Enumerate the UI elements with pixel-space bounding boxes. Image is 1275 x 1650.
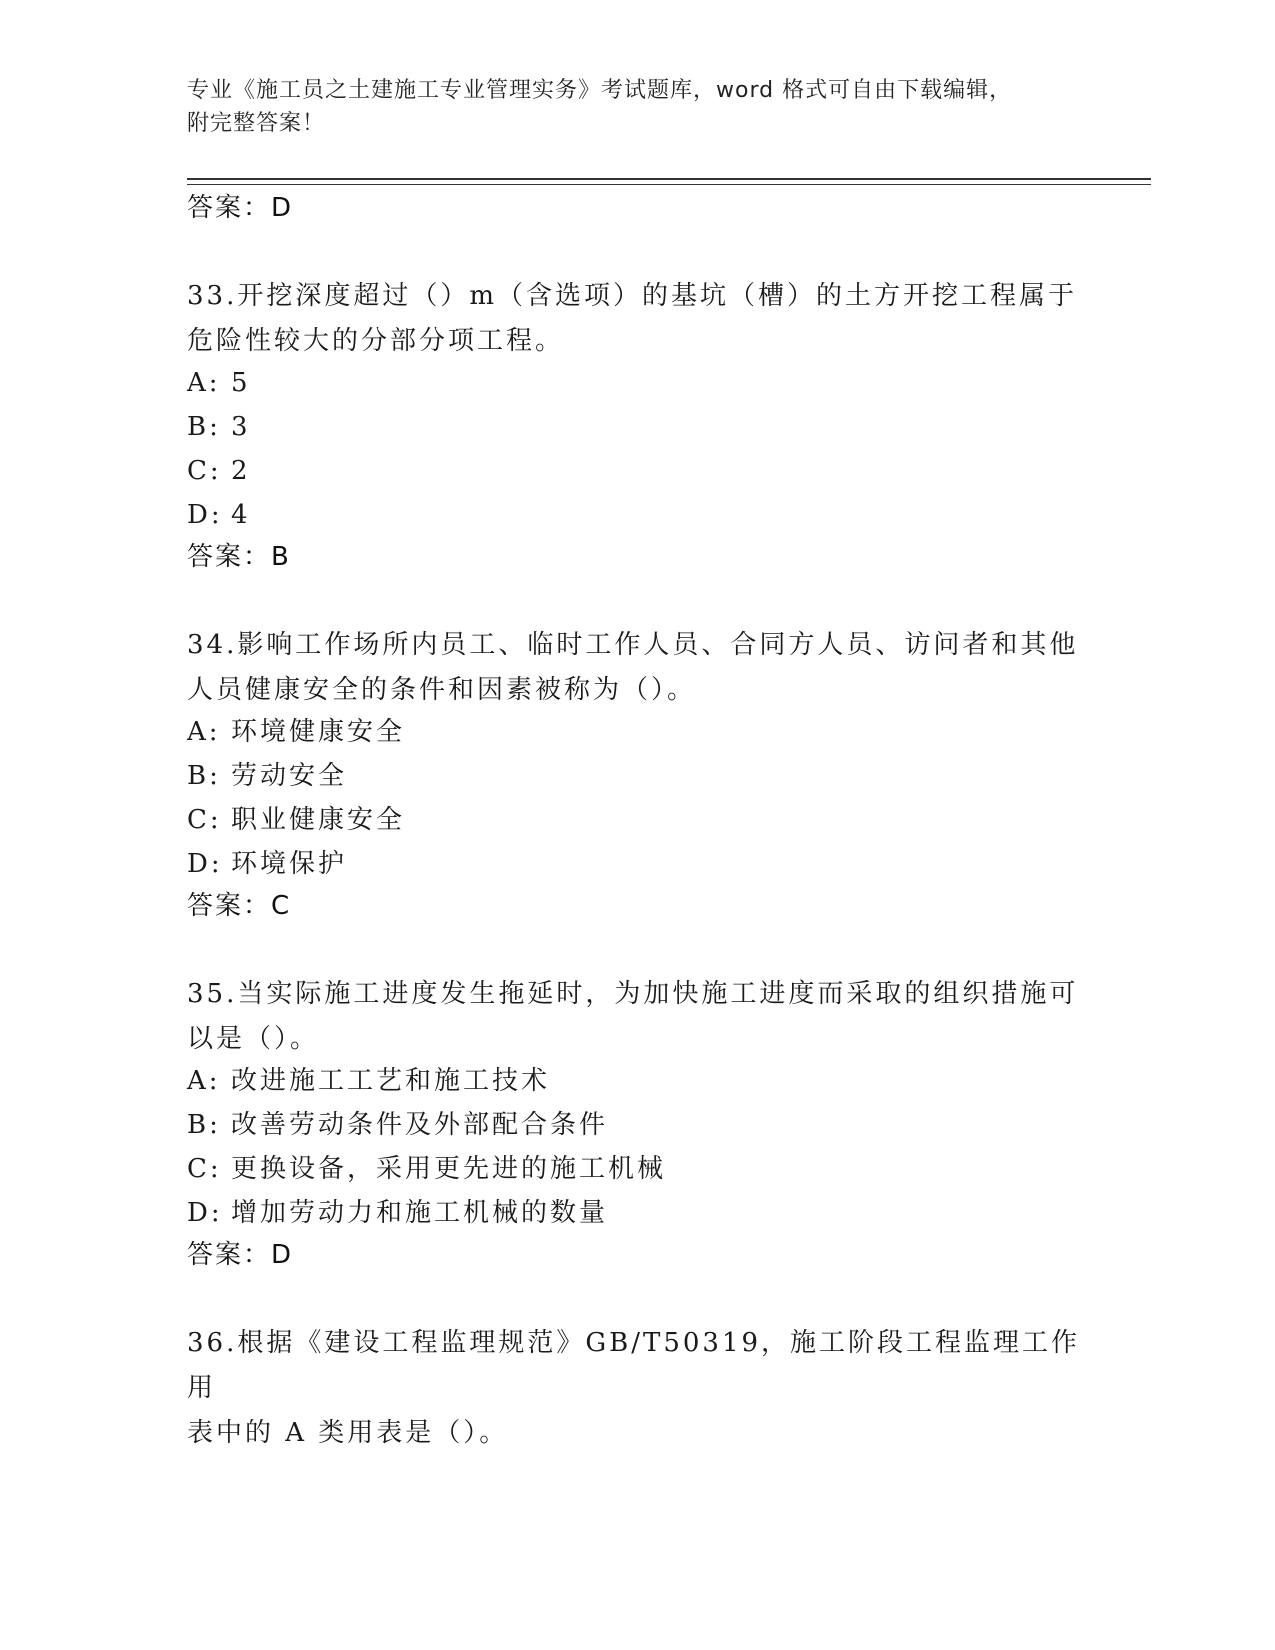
document-header [187, 74, 1067, 140]
question-stem-line: 以是（）。 [187, 1024, 320, 1054]
question-stem-line: 34.影响工作场所内员工、临时工作人员、合同方人员、访问者和其他 [187, 630, 1079, 660]
question-34-stem [187, 623, 1087, 713]
header-line-2: 附完整答案！ [187, 111, 326, 136]
question-stem-line: 36.根据《建设工程监理规范》GB/T50319，施工阶段工程监理工作用 [187, 1328, 1081, 1403]
option-key: A: [187, 717, 221, 747]
option-d [187, 1196, 608, 1230]
answer-label: 答案：C [187, 891, 292, 921]
header-divider-thin [187, 184, 1151, 185]
question-35-stem [187, 972, 1087, 1062]
option-a [187, 366, 251, 400]
option-text: 增加劳动力和施工机械的数量 [231, 1198, 609, 1228]
option-key: D: [187, 849, 223, 879]
option-a [187, 1064, 550, 1098]
option-text: 改进施工工艺和施工技术 [231, 1066, 551, 1096]
option-text: 2 [231, 456, 251, 486]
answer-label: 答案：D [187, 1240, 294, 1270]
option-b [187, 759, 347, 793]
option-key: B: [187, 412, 221, 442]
option-text: 环境健康安全 [231, 717, 406, 747]
option-text: 4 [231, 500, 251, 530]
option-key: A: [187, 1066, 221, 1096]
option-text: 劳动安全 [231, 761, 348, 791]
option-text: 3 [231, 412, 251, 442]
header-divider [187, 178, 1151, 180]
question-36-stem [187, 1321, 1087, 1456]
question-33-stem [187, 274, 1087, 364]
option-key: D: [187, 500, 223, 530]
option-text: 改善劳动条件及外部配合条件 [231, 1110, 609, 1140]
option-key: A: [187, 368, 221, 398]
option-c [187, 803, 405, 837]
question-stem-line: 35.当实际施工进度发生拖延时，为加快施工进度而采取的组织措施可 [187, 979, 1079, 1009]
answer-label: 答案：D [187, 193, 294, 223]
option-c [187, 454, 251, 488]
option-b [187, 410, 251, 444]
option-b [187, 1108, 608, 1142]
option-key: B: [187, 761, 221, 791]
option-key: B: [187, 1110, 221, 1140]
option-text: 职业健康安全 [231, 805, 406, 835]
question-stem-line: 危险性较大的分部分项工程。 [187, 326, 565, 356]
option-d [187, 847, 347, 881]
option-a [187, 715, 405, 749]
option-text: 5 [231, 368, 251, 398]
question-stem-line: 人员健康安全的条件和因素被称为（）。 [187, 675, 697, 705]
option-key: C: [187, 1154, 222, 1184]
header-line-1: 专业《施工员之土建施工专业管理实务》考试题库，word 格式可自由下载编辑， [187, 78, 1013, 103]
option-key: C: [187, 456, 222, 486]
question-stem-line: 表中的 A 类用表是（）。 [187, 1418, 509, 1448]
option-c [187, 1152, 666, 1186]
question-stem-line: 33.开挖深度超过（）m（含选项）的基坑（槽）的土方开挖工程属于 [187, 281, 1078, 311]
option-d [187, 498, 251, 532]
option-key: D: [187, 1198, 223, 1228]
answer-label: 答案：B [187, 542, 291, 572]
option-key: C: [187, 805, 222, 835]
option-text: 更换设备，采用更先进的施工机械 [231, 1154, 667, 1184]
option-text: 环境保护 [231, 849, 348, 879]
